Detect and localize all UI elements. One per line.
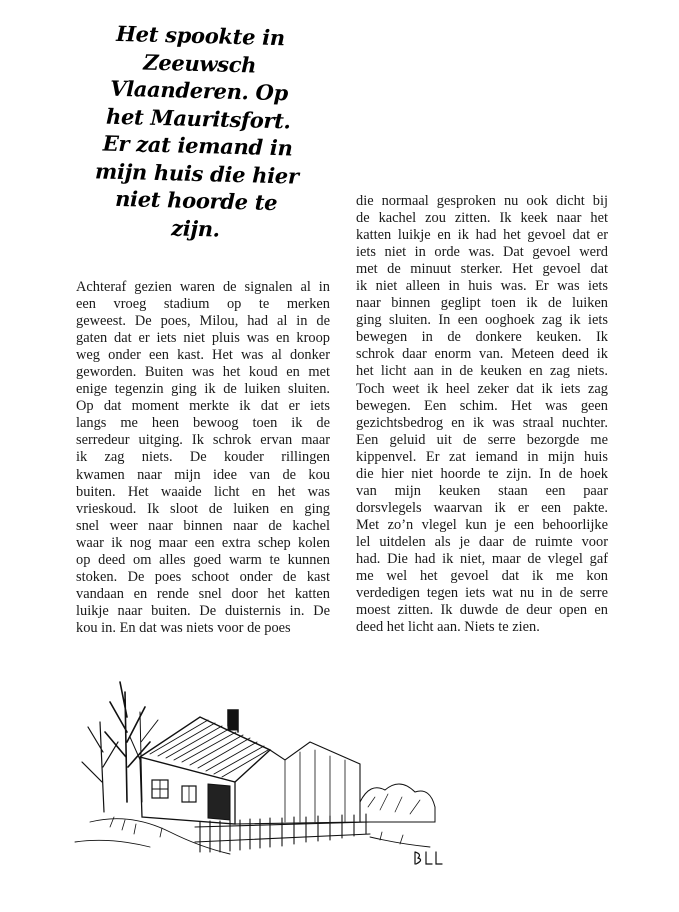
body-line: die hier niet hoorde te zijn. In de hoek <box>356 465 608 482</box>
title-line: Vlaanderen. Op <box>109 75 289 106</box>
body-line: serredeur uitging. Ik schrok ervan maar <box>76 432 330 449</box>
body-line: verdedigen tegen iets wat nu in de serre <box>356 585 608 602</box>
body-line: ik zag niets. De kouder rillingen <box>76 449 330 466</box>
title-line: zijn. <box>170 214 221 242</box>
body-line: dorsvlegels waarvan ik er een pakte. <box>356 499 608 516</box>
body-line: luikje naar buiten. De duisternis in. De <box>76 602 330 619</box>
body-line: vandaan en rende snel door het katten <box>76 585 330 602</box>
body-line: Met zo’n vlegel kun je een behoorlijke <box>356 516 608 533</box>
body-line: buiten. Het waaide licht en het was <box>76 483 330 500</box>
body-line: geweest. De poes, Milou, had al in de <box>76 313 330 330</box>
body-line: langs me heen bewoog toen ik de <box>76 415 330 432</box>
body-line: me wel het gevoel dat ik me kon <box>356 568 608 585</box>
title-line: mijn huis die hier <box>94 157 300 189</box>
body-line: schrok daar enorm van. Meteen deed ik <box>356 346 608 363</box>
body-line: op deed om alles goed warm te kunnen <box>76 551 330 568</box>
body-line: waar ik nog maar een extra schep kolen <box>76 534 330 551</box>
farmhouse-illustration <box>70 672 450 872</box>
body-line: enige tegenzin ging ik de luiken sluiten. <box>76 381 330 398</box>
body-line: gaten dat er iets niet pluis was en kroop <box>76 330 330 347</box>
body-line: de kachel zou zitten. Ik keek naar het <box>356 210 608 227</box>
body-line: had. Die had ik niet, maar de vlegel gaf <box>356 550 608 567</box>
body-column-left <box>76 279 330 637</box>
body-line: katten luikje en ik had het gevoel dat er <box>356 227 608 244</box>
body-line: Op dat moment merkte ik dat er iets <box>76 398 330 415</box>
body-line: met de minuut sterker. Het gevoel dat <box>356 261 608 278</box>
body-line: kippenvel. Er zat iemand in mijn huis <box>356 448 608 465</box>
body-line: Een geluid uit de serre bezorgde me <box>356 431 608 448</box>
body-line: Achteraf gezien waren de signalen al in <box>76 279 330 295</box>
body-line: iets niet in orde was. Dat gevoel werd <box>356 244 608 261</box>
body-line: bewegen. Een schim. Het was geen <box>356 397 608 414</box>
body-line: vrieskoud. Ik sloot de luiken en ging <box>76 500 330 517</box>
body-line: ik niet alleen in huis was. Er was iets <box>356 278 608 295</box>
body-column-right <box>356 193 608 636</box>
body-line: een vroeg stadium op te merken <box>76 296 330 313</box>
body-line: weg onder een kast. Het was al donker <box>76 347 330 364</box>
title-line: niet hoorde te <box>114 185 278 216</box>
title-line: Zeeuwsch <box>143 49 257 77</box>
body-line: van mijn keuken staan een paar <box>356 482 608 499</box>
body-line: naar binnen geglipt toen ik de luiken <box>356 295 608 312</box>
body-line: kou in. En dat was niets voor de poes <box>76 619 291 636</box>
body-line: gezichtsbedrog en ik was straal nuchter. <box>356 414 608 431</box>
body-line: het licht aan in de keuken en zag niets. <box>356 363 608 380</box>
body-line: geworden. Buiten was het koud en met <box>76 364 330 381</box>
body-line: moest zitten. Ik duwde de deur open en <box>356 602 608 619</box>
body-line: die normaal gesproken nu ook dicht bij <box>356 193 608 209</box>
body-line: lel uitdelen als je daar de ruimte voor <box>356 533 608 550</box>
body-line: deed het licht aan. Niets te zien. <box>356 619 540 636</box>
body-line: stoken. De poes schoot onder de kast <box>76 568 330 585</box>
body-line: kwamen naar mijn idee van de kou <box>76 466 330 483</box>
title-line: Er zat iemand in <box>102 130 293 161</box>
body-line: snel weer naar binnen naar de kachel <box>76 517 330 534</box>
title-line: het Mauritsfort. <box>105 103 291 133</box>
page-title <box>89 19 307 244</box>
body-line: bewegen in de donkere keuken. Ik <box>356 329 608 346</box>
body-line: Toch weet ik heel zeker dat ik iets zag <box>356 380 608 397</box>
body-line: ging sluiten. In een ooghoek zag ik iets <box>356 312 608 329</box>
title-line: Het spookte in <box>115 20 286 51</box>
